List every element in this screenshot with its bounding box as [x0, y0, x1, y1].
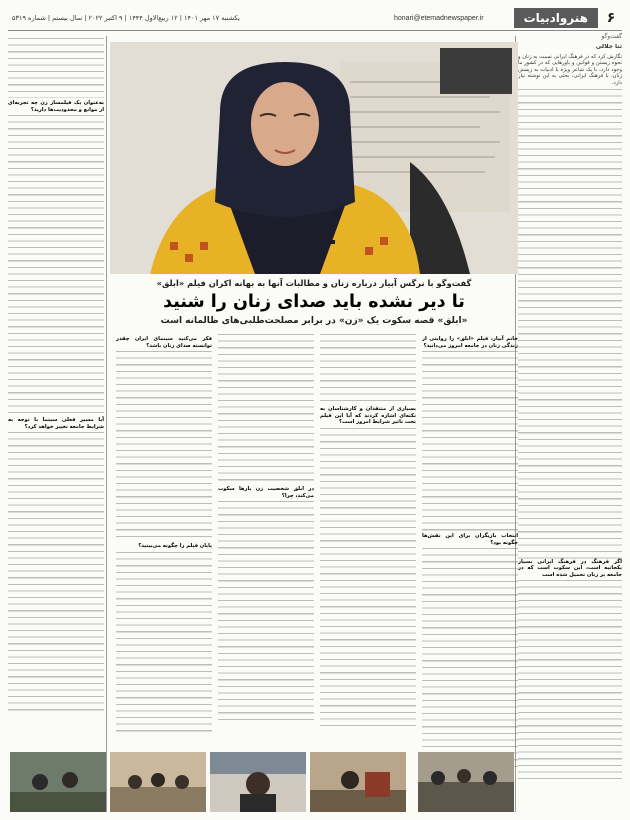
- author-name: ثنا جلالی: [595, 44, 622, 50]
- text-lines: [8, 38, 104, 98]
- body-column-3: [218, 334, 314, 804]
- text-lines: [422, 351, 518, 531]
- film-still-photo: [210, 752, 306, 812]
- text-lines: [422, 548, 518, 768]
- dateline: یکشنبه ۱۷ مهر ۱۴۰۱ | ۱۲ ربیع‌الاول ۱۴۴۴ | ۹ اکتبر ۲۰۲۲ | سال بیستم | شماره ۵۳۱۹: [12, 14, 240, 22]
- left-column: [8, 38, 104, 728]
- main-photo: [110, 42, 518, 274]
- page-header: [8, 6, 622, 31]
- interview-question: به‌عنوان یک فیلمساز زن چه تجربه‌ای از موانع و محدودیت‌ها دارید؟: [8, 100, 104, 113]
- interview-question: آیا مسیر فعلی سینما با توجه به شرایط جامعه تغییر خواهد کرد؟: [8, 417, 104, 430]
- interview-question: بسیاری از منتقدان و کارشناسان به نکته‌ای اشاره کردند که آیا این فیلم تحت تاثیر شرایط امروز است؟: [320, 406, 416, 426]
- text-lines: [518, 89, 622, 559]
- right-column-quote: اگر فرهنگ در فرهنگ ایرانی بسیار یکجانبه است، این سکوت است که در جامعه بر زنان تحمیل شده است: [518, 558, 622, 578]
- text-lines: [320, 428, 416, 728]
- text-lines: [218, 334, 314, 484]
- article-subheadline: «ابلق» قصه سکوت یک «زن» در برابر مصلحت‌طلبی‌های ظالمانه است: [160, 316, 468, 326]
- body-column-1: [422, 334, 518, 804]
- article-kicker: گفت‌وگو با نرگس آبیار درباره زنان و مطالبات آنها به بهانه اکران فیلم «ابلق»: [156, 278, 472, 288]
- text-lines: [116, 552, 212, 732]
- column-divider: [106, 36, 107, 812]
- page-number: ۶: [606, 10, 616, 26]
- text-lines: [218, 501, 314, 721]
- text-lines: [518, 580, 622, 780]
- film-still-photo: [310, 752, 406, 812]
- right-column: [518, 44, 622, 810]
- interview-question: فکر می‌کنید سینمای ایران چقدر توانسته صدای زنان باشد؟: [116, 336, 212, 349]
- text-lines: [8, 115, 104, 415]
- section-title: هنروادبیات: [514, 8, 598, 28]
- article-headline: تا دیر نشده باید صدای زنان را شنید: [163, 292, 465, 312]
- interview-question: در ابلق شخصیت زن بارها سکوت می‌کند، چرا؟: [218, 486, 314, 499]
- film-still-photo: [10, 752, 106, 812]
- text-lines: [320, 334, 416, 404]
- text-lines: [116, 351, 212, 541]
- interview-question: پایان فیلم را چگونه می‌بینید؟: [138, 543, 212, 550]
- text-lines: [8, 432, 104, 712]
- portrait-illustration: [110, 42, 518, 274]
- body-column-2: [320, 334, 416, 804]
- interview-question: خانم آبیار، فیلم «ابلق» را روایتی از زندگی زنان در جامعه امروز می‌دانید؟: [422, 336, 518, 349]
- right-column-lead: نگارش کرد که در فرهنگ ایرانی نسبت به زنان و نحوه زیستن و قوانین و باورهایی که در کشور ما وجود دارد، با یک شاعر ویژه با ادبیات به زیستن زنان، با فرهنگ ایرانی، بحثی به این نوشته نیاز دارد.: [518, 53, 622, 86]
- interview-question: انتخاب بازیگران برای این نقش‌ها چگونه بود؟: [422, 533, 518, 546]
- section-subhead: گفت‌وگو: [601, 33, 622, 40]
- body-column-4: [116, 334, 212, 804]
- film-still-photo: [418, 752, 514, 812]
- film-still-photo: [110, 752, 206, 812]
- section-email: honari@etemadnewspaper.ir: [394, 14, 484, 22]
